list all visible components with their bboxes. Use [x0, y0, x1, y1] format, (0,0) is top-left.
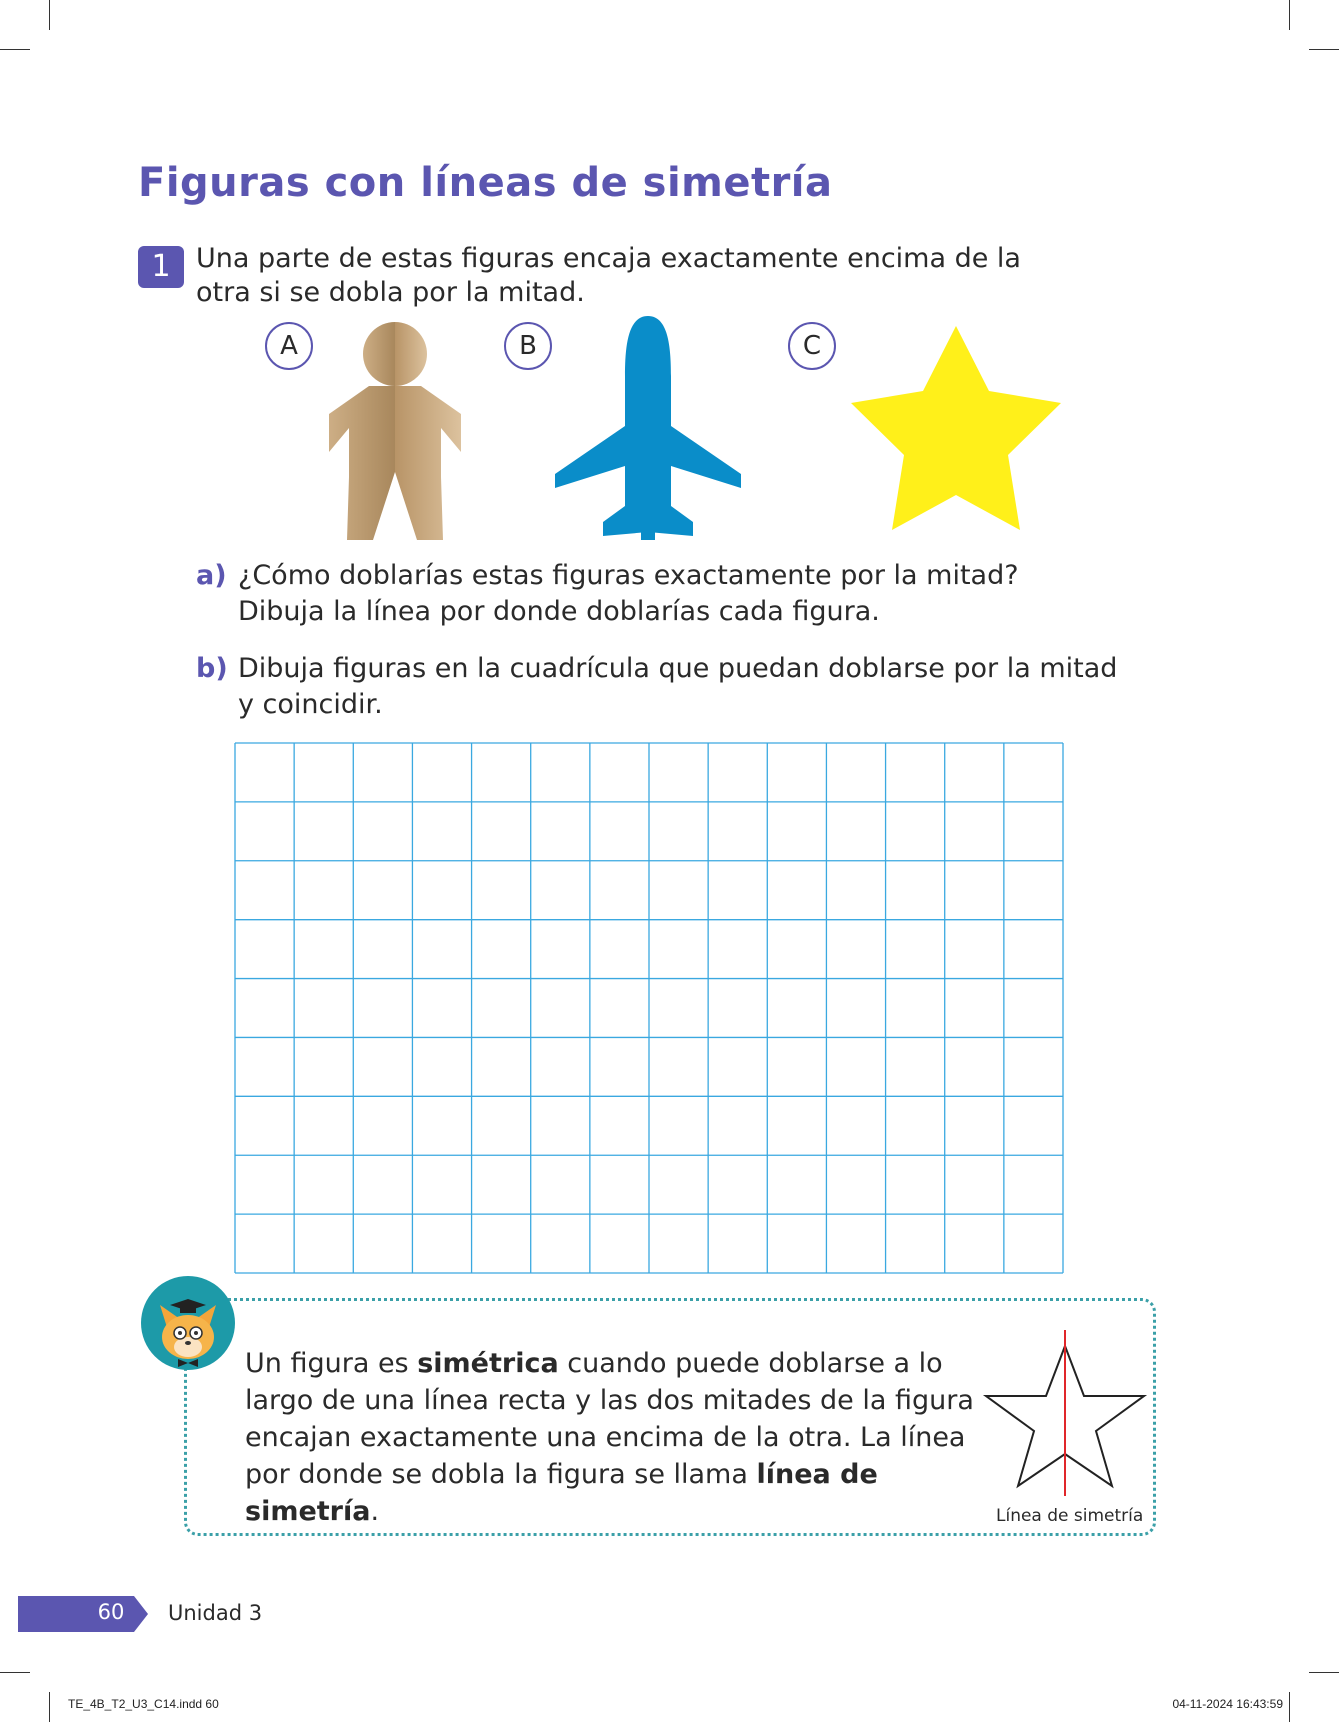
subquestion-text: y coincidir.	[238, 689, 383, 720]
definition-term: simétrica	[417, 1348, 559, 1379]
star-figure	[846, 326, 1066, 536]
crop-mark	[49, 0, 50, 30]
subquestion-a	[196, 558, 1019, 630]
definition-text-part: .	[370, 1496, 380, 1527]
definition-text	[245, 1345, 985, 1530]
paper-person-figure	[325, 322, 465, 542]
page-number-tab	[18, 1596, 148, 1632]
crop-mark	[1289, 0, 1290, 30]
unit-label: Unidad 3	[168, 1601, 263, 1625]
figure-label-c: C	[788, 322, 836, 370]
crop-mark	[49, 1692, 50, 1722]
fox-mascot-icon	[140, 1275, 236, 1371]
subquestion-text: ¿Cómo doblarías estas figuras exactamente por la mitad?	[238, 560, 1019, 591]
subquestion-letter: a)	[196, 560, 227, 591]
crop-mark	[1309, 49, 1339, 50]
crop-mark	[0, 49, 30, 50]
crop-mark	[1309, 1672, 1339, 1673]
subquestion-text: Dibuja figuras en la cuadrícula que puedan doblarse por la mitad	[238, 653, 1118, 684]
figure-label-b: B	[504, 322, 552, 370]
definition-text-part: Un figura es	[245, 1348, 418, 1379]
symmetry-caption: Línea de simetría	[996, 1506, 1144, 1526]
page-title: Figuras con líneas de simetría	[138, 160, 833, 206]
subquestion-b	[196, 651, 1117, 723]
slug-left: TE_4B_T2_U3_C14.indd 60	[68, 1697, 219, 1711]
definition-term: línea de simetría	[245, 1459, 878, 1527]
question-text: Una parte de estas figuras encaja exactamente encima de la otra si se dobla por la mitad.	[196, 243, 1021, 308]
symmetry-star-icon	[980, 1328, 1150, 1498]
definition-text-part: cuando puede doblarse a lo largo de una línea recta y las dos mitades de la figura encajan exactamente una encima de la otra. La línea por donde se dobla la figura se llama	[245, 1348, 974, 1490]
subquestion-text: Dibuja la línea por donde doblarías cada figura.	[238, 596, 880, 627]
drawing-grid[interactable]	[234, 742, 1064, 1274]
crop-mark	[0, 1672, 30, 1673]
airplane-figure	[553, 316, 743, 542]
figure-label-a: A	[265, 322, 313, 370]
page-number: 60	[97, 1600, 125, 1624]
question-number-badge: 1	[138, 246, 184, 288]
crop-mark	[1289, 1692, 1290, 1722]
slug-right: 04-11-2024 16:43:59	[1172, 1697, 1283, 1711]
subquestion-letter: b)	[196, 653, 228, 684]
